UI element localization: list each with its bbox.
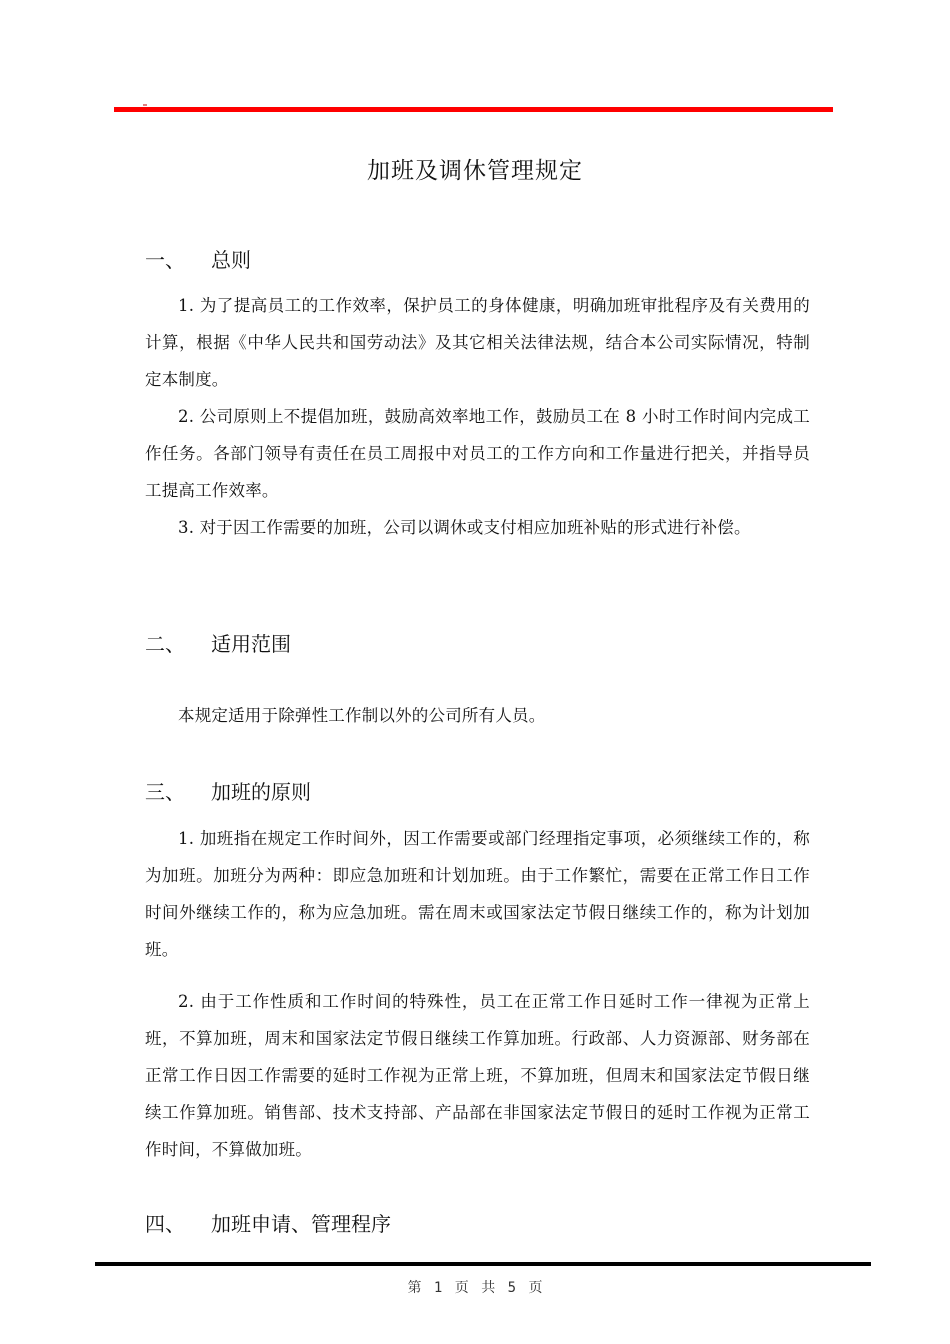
section-number: 一、 [145, 248, 185, 272]
paragraph: 本规定适用于除弹性工作制以外的公司所有人员。 [178, 706, 546, 725]
section-heading-1 [145, 244, 251, 273]
document-title: 加班及调休管理规定 [367, 158, 583, 184]
section-heading-2 [145, 628, 291, 657]
header-red-rule [114, 107, 833, 112]
section-number: 四、 [145, 1212, 185, 1236]
paragraph: 3. 对于因工作需要的加班，公司以调休或支付相应加班补贴的形式进行补偿。 [178, 518, 751, 537]
header-mark [143, 104, 147, 106]
paragraph: 2. 由于工作性质和工作时间的特殊性，员工在正常工作日延时工作一律视为正常上班，不算加班，周末和国家法定节假日继续工作算加班。行政部、人力资源部、财务部在正常工作日因工作需要的延时工作视为正常上班，不算加班，但周末和国家法定节假日继续工作算加班。销售部、技术支持部、产品部在非国家法定节假日的延时工作视为正常工作时间，不算做加班。 [145, 992, 810, 1159]
section-title: 加班申请、管理程序 [211, 1212, 391, 1236]
paragraph: 1. 加班指在规定工作时间外，因工作需要或部门经理指定事项，必须继续工作的，称为加班。加班分为两种：即应急加班和计划加班。由于工作繁忙，需要在正常工作日工作时间外继续工作的，称为应急加班。需在周末或国家法定节假日继续工作的，称为计划加班。 [145, 829, 810, 959]
section-number: 三、 [145, 780, 185, 804]
paragraph: 2. 公司原则上不提倡加班，鼓励高效率地工作，鼓励员工在 8 小时工作时间内完成工作任务。各部门领导有责任在员工周报中对员工的工作方向和工作量进行把关，并指导员工提高工作效率。 [145, 407, 810, 500]
section-heading-4 [145, 1208, 391, 1237]
paragraph: 1. 为了提高员工的工作效率，保护员工的身体健康，明确加班审批程序及有关费用的计算，根据《中华人民共和国劳动法》及其它相关法律法规，结合本公司实际情况，特制定本制度。 [145, 296, 810, 389]
section-title: 总则 [211, 248, 251, 272]
section-number: 二、 [145, 632, 185, 656]
page-number: 第 1 页 共 5 页 [407, 1280, 543, 1296]
section-heading-3 [145, 776, 311, 805]
footer-rule [95, 1262, 871, 1266]
section-title: 适用范围 [211, 632, 291, 656]
section-title: 加班的原则 [211, 780, 311, 804]
